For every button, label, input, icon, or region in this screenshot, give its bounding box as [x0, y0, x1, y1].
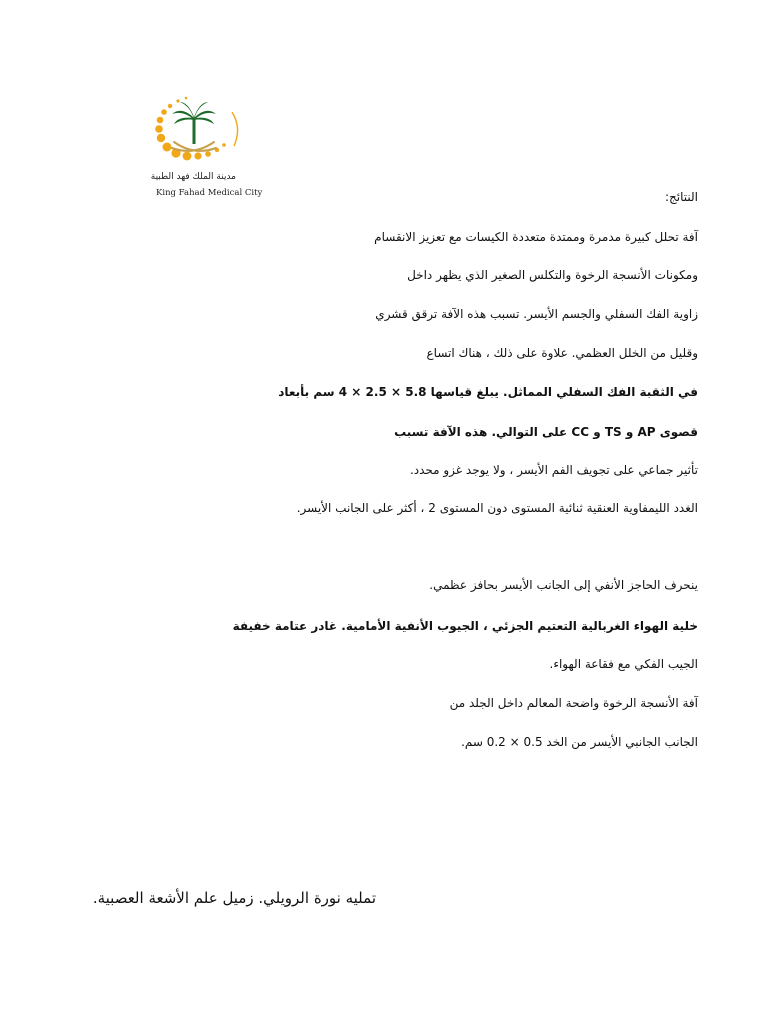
logo-arabic-name: مدينة الملك فهد الطبية [150, 172, 236, 182]
report-line: زاوية الفك السفلي والجسم الأيسر. تسبب هذه الآفة ترقق قشري [375, 307, 698, 321]
dictation-signature: تمليه نورة الرويلي. زميل علم الأشعة العصبية. [92, 889, 376, 907]
report-line: الجانب الجانبي الأيسر من الخد 0.5 × 0.2 سم. [461, 735, 698, 749]
findings-heading: النتائج: [664, 190, 698, 204]
hospital-logo [150, 90, 263, 202]
report-line: وقليل من الخلل العظمي. علاوة على ذلك ، هناك اتساع [426, 346, 698, 360]
report-line: ينحرف الحاجز الأنفي إلى الجانب الأيسر بحافز عظمي. [429, 578, 698, 592]
report-line: تأثير جماعي على تجويف الفم الأيسر ، ولا يوجد غزو محدد. [409, 463, 698, 477]
report-line: ومكونات الأنسجة الرخوة والتكلس الصغير الذي يظهر داخل [407, 268, 698, 282]
report-line: الغدد الليمفاوية العنقية ثنائية المستوى دون المستوى 2 ، أكثر على الجانب الأيسر. [296, 501, 698, 515]
logo-english-name: King Fahad Medical City [156, 188, 263, 198]
palm-swords-emblem-icon [150, 90, 250, 170]
report-line: في الثقبة الفك السفلي المماثل. يبلغ قياسها 5.8 × 2.5 × 4 سم بأبعاد [278, 385, 698, 399]
report-line: خلية الهواء الغربالية التعتيم الجزئي ، الجيوب الأنفية الأمامية. غادر عتامة خفيفة [232, 619, 698, 633]
report-line: آفة الأنسجة الرخوة واضحة المعالم داخل الجلد من [449, 696, 698, 710]
report-line: قصوى AP و TS و CC على التوالي. هذه الآفة تسبب [394, 425, 698, 439]
report-line: الجيب الفكي مع فقاعة الهواء. [549, 657, 698, 671]
report-line: آفة تحلل كبيرة مدمرة وممتدة متعددة الكيسات مع تعزيز الانقسام [374, 230, 698, 244]
